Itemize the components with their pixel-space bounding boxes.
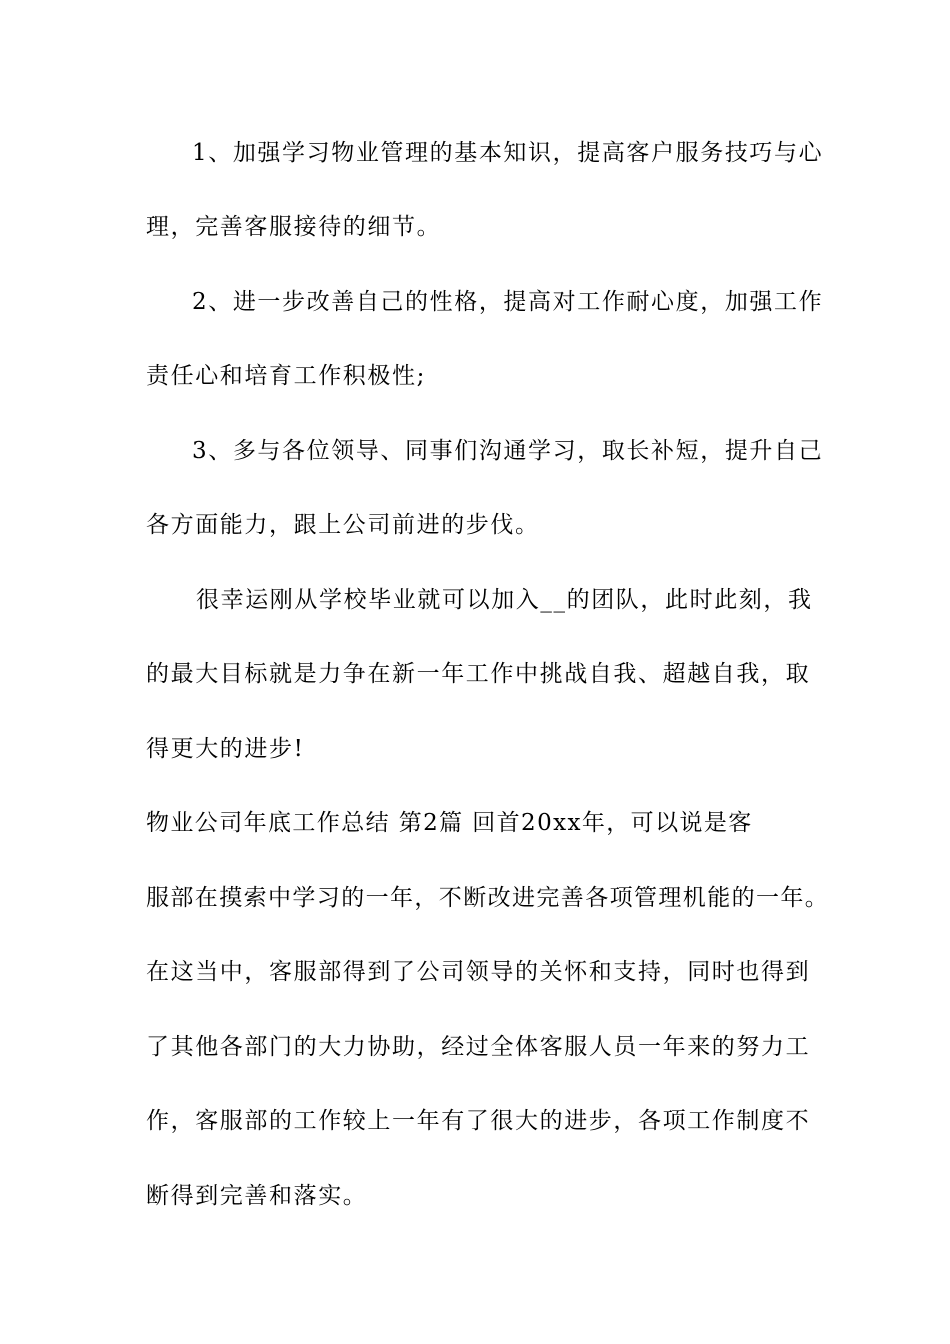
paragraph-line: 作，客服部的工作较上一年有了很大的进步，各项工作制度不	[146, 1108, 811, 1134]
paragraph-line: 服部在摸索中学习的一年，不断改进完善各项管理机能的一年。	[146, 885, 830, 911]
paragraph-line: 责任心和培育工作积极性;	[146, 363, 426, 389]
paragraph-line: 各方面能力，跟上公司前进的步伐。	[146, 512, 540, 538]
paragraph-line: 很幸运刚从学校毕业就可以加入__的团队，此时此刻，我	[196, 587, 813, 613]
paragraph-line: 断得到完善和落实。	[146, 1183, 368, 1209]
section-heading-line: 物业公司年底工作总结 第2篇 回首20xx年，可以说是客	[146, 810, 753, 836]
paragraph-line: 了其他各部门的大力协助，经过全体客服人员一年来的努力工	[146, 1034, 811, 1060]
paragraph-line: 的最大目标就是力争在新一年工作中挑战自我、超越自我，取	[146, 661, 811, 687]
paragraph-line: 理，完善客服接待的细节。	[146, 214, 442, 240]
paragraph-line: 在这当中，客服部得到了公司领导的关怀和支持，同时也得到	[146, 959, 811, 985]
paragraph-line: 2、进一步改善自己的性格，提高对工作耐心度，加强工作	[192, 289, 824, 315]
paragraph-line: 得更大的进步!	[146, 736, 305, 762]
paragraph-line: 3、多与各位领导、同事们沟通学习，取长补短，提升自己	[192, 438, 824, 464]
paragraph-line: 1、加强学习物业管理的基本知识，提高客户服务技巧与心	[192, 140, 824, 166]
